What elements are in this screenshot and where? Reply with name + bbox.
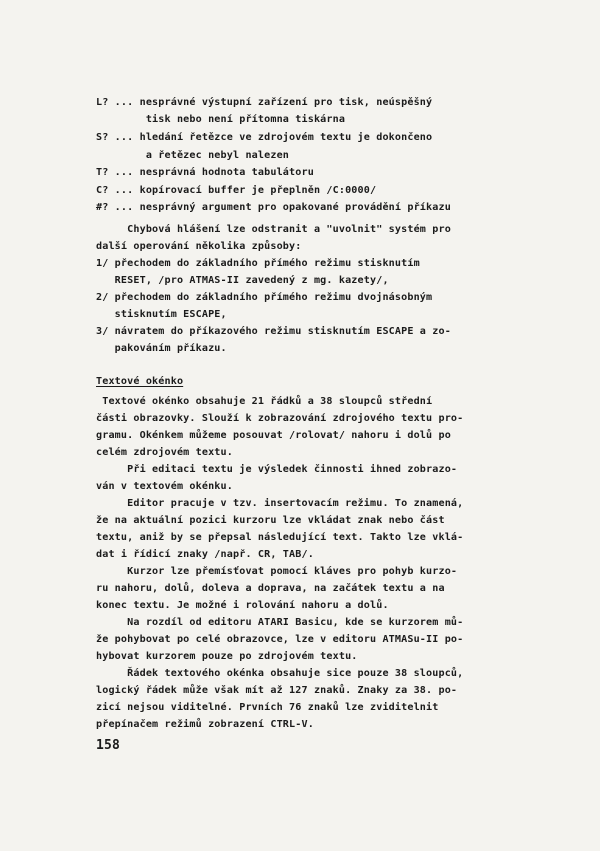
body-line-5: Při editaci textu je výsledek činnosti ihned zobrazo- [96,464,458,475]
error-s-line-2: a řetězec nebyl nalezen [96,150,290,161]
recovery-line-5: 2/ přechodem do základního přímého režimu dvojnásobným [96,292,433,303]
recovery-line-3: 1/ přechodem do základního přímého režimu stisknutím [96,258,420,269]
body-line-18: logický řádek může však mít až 127 znaků. Znaky za 38. po- [96,685,458,696]
recovery-line-2: další operování několika způsoby: [96,241,302,252]
body-line-19: zicí nejsou viditelné. Prvních 76 znaků lze zviditelnit [96,702,439,713]
body-line-8: že na aktuální pozici kurzoru lze vkládat znak nebo část [96,515,445,526]
body-line-4: celém zdrojovém textu. [96,447,233,458]
error-c-line: C? ... kopírovací buffer je přeplněn /C:0000/ [96,185,377,196]
section-heading: Textové okénko [96,376,184,387]
error-t-line: T? ... nesprávná hodnota tabulátoru [96,167,314,178]
body-line-10: dat i řídicí znaky /např. CR, TAB/. [96,549,314,560]
body-line-12: ru nahoru, dolů, doleva a doprava, na začátek textu a na [96,583,445,594]
body-line-13: konec textu. Je možné i rolování nahoru a dolů. [96,600,389,611]
body-line-1: Textové okénko obsahuje 21 řádků a 38 sloupců střední [96,396,433,407]
body-line-9: textu, aniž by se přepsal následující text. Takto lze vklá- [96,532,464,543]
page-number: 158 [96,738,120,753]
body-line-7: Editor pracuje v tzv. insertovacím režimu. To znamená, [96,498,464,509]
body-line-11: Kurzor lze přemísťovat pomocí kláves pro pohyb kurzo- [96,566,458,577]
body-line-16: hybovat kurzorem pouze po zdrojovém textu. [96,651,358,662]
body-line-14: Na rozdíl od editoru ATARI Basicu, kde se kurzorem mů- [96,617,464,628]
body-line-6: ván v textovém okénku. [96,481,233,492]
recovery-line-1: Chybová hlášení lze odstranit a "uvolnit" systém pro [96,224,451,235]
error-hash-line: #? ... nesprávný argument pro opakované provádění příkazu [96,202,451,213]
recovery-line-7: 3/ návratem do příkazového režimu stisknutím ESCAPE a zo- [96,326,451,337]
recovery-line-8: pakováním příkazu. [96,343,227,354]
body-line-3: gramu. Okénkem můžeme posouvat /rolovat/ nahoru i dolů po [96,430,451,441]
error-s-line-1: S? ... hledání řetězce ve zdrojovém textu je dokončeno [96,132,433,143]
error-l-line-1: L? ... nesprávné výstupní zařízení pro tisk, neúspěšný [96,97,433,108]
body-line-2: části obrazovky. Slouží k zobrazování zdrojového textu pro- [96,413,464,424]
recovery-line-6: stisknutím ESCAPE, [96,309,227,320]
error-l-line-2: tisk nebo není přítomna tiskárna [96,114,346,125]
recovery-line-4: RESET, /pro ATMAS-II zavedený z mg. kazety/, [96,275,389,286]
body-line-15: že pohybovat po celé obrazovce, lze v editoru ATMASu-II po- [96,634,464,645]
body-line-17: Řádek textového okénka obsahuje sice pouze 38 sloupců, [96,668,464,679]
body-line-20: přepínačem režimů zobrazení CTRL-V. [96,719,314,730]
